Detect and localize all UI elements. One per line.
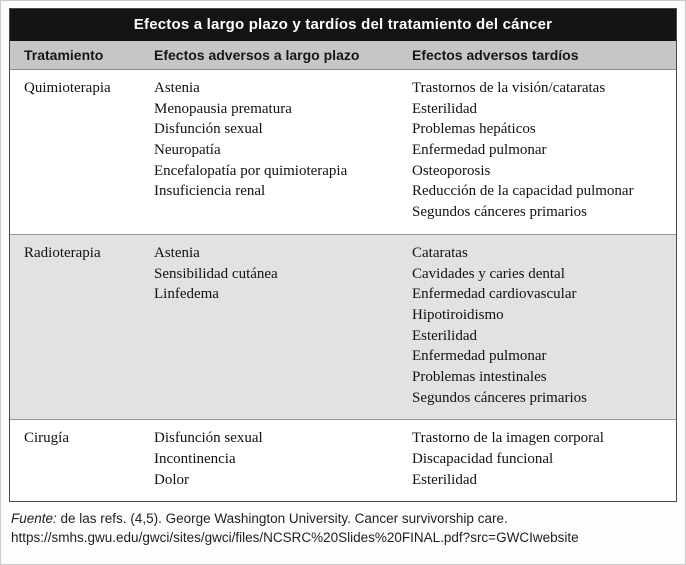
effects-table — [9, 8, 677, 502]
effect-item: Encefalopatía por quimioterapia — [154, 162, 348, 179]
late-effects-cell — [398, 70, 676, 234]
source-note — [9, 502, 677, 548]
effect-item: Trastorno de la imagen corporal — [412, 430, 604, 447]
effect-item: Osteoporosis — [412, 162, 491, 179]
effect-item: Linfedema — [154, 286, 219, 303]
effect-item: Esterilidad — [412, 327, 477, 344]
effect-item: Hipotiroidismo — [412, 306, 504, 323]
effect-item: Enfermedad pulmonar — [412, 348, 547, 365]
long-term-effects-cell — [140, 235, 398, 420]
effect-item: Incontinencia — [154, 451, 236, 467]
table-body — [10, 70, 676, 501]
effect-item: Menopausia prematura — [154, 100, 292, 117]
treatment-row — [10, 235, 676, 421]
treatment-name: Radioterapia — [24, 244, 101, 261]
late-effects-cell — [398, 235, 676, 420]
treatment-row — [10, 70, 676, 235]
effect-item: Esterilidad — [412, 100, 477, 117]
effect-item: Neuropatía — [154, 142, 221, 159]
effect-item: Cavidades y caries dental — [412, 265, 565, 282]
long-term-effects-cell — [140, 70, 398, 234]
effect-item: Problemas intestinales — [412, 368, 547, 385]
effect-item: Cataratas — [412, 244, 468, 261]
table-title: Efectos a largo plazo y tardíos del tratamiento del cáncer — [10, 9, 676, 41]
source-text: de las refs. (4,5). George Washington University. Cancer survivorship care. https://smhs.gwu.edu/gwci/sites/gwci/files/NCSRC%20Slides%20FINAL.pdf?src=GWCIwebsite — [11, 511, 579, 546]
effect-item: Segundos cánceres primarios — [412, 389, 587, 406]
effect-item: Enfermedad pulmonar — [412, 142, 547, 159]
effect-item: Disfunción sexual — [154, 430, 263, 447]
treatment-row — [10, 420, 676, 501]
effect-item: Segundos cánceres primarios — [412, 204, 587, 221]
column-header-tratamiento: Tratamiento — [24, 47, 104, 63]
effect-item: Problemas hepáticos — [412, 121, 536, 138]
effect-item: Reducción de la capacidad pulmonar — [412, 183, 634, 200]
effect-item: Sensibilidad cutánea — [154, 265, 278, 282]
effect-item: Trastornos de la visión/cataratas — [412, 80, 606, 96]
long-term-effects-cell — [140, 420, 398, 501]
effect-item: Astenia — [154, 80, 200, 96]
effect-item: Esterilidad — [412, 471, 477, 488]
column-header-largo-plazo: Efectos adversos a largo plazo — [154, 47, 360, 63]
effect-item: Enfermedad cardiovascular — [412, 286, 577, 303]
column-header-row — [10, 41, 676, 70]
treatment-name: Quimioterapia — [24, 80, 111, 96]
effect-item: Discapacidad funcional — [412, 451, 554, 467]
source-label: Fuente: — [11, 511, 57, 527]
effect-item: Dolor — [154, 471, 189, 488]
late-effects-cell — [398, 420, 676, 501]
treatment-name: Cirugía — [24, 430, 69, 447]
effect-item: Insuficiencia renal — [154, 183, 266, 200]
effect-item: Disfunción sexual — [154, 121, 263, 138]
column-header-tardios: Efectos adversos tardíos — [412, 47, 579, 63]
effect-item: Astenia — [154, 244, 200, 261]
